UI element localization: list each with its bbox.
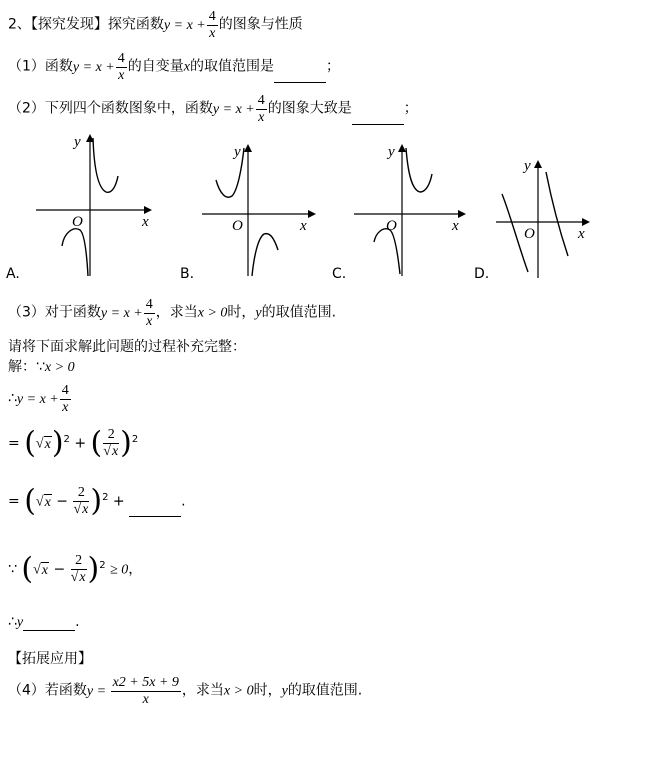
y-axis-label: y <box>388 144 395 160</box>
function-expression: y = x + $\frac{4}{x}$ <box>212 93 265 125</box>
solution-line-6 <box>8 614 80 631</box>
solution-line-5: ∵ (√x − $\frac{2}{√x}$ )$^2$ ≥ 0， <box>8 551 143 587</box>
part2-line <box>8 94 418 125</box>
answer-blank-3[interactable] <box>129 502 181 517</box>
part3-middle2: 时， <box>227 304 256 321</box>
x-axis-label: x <box>452 218 459 234</box>
part4-line <box>8 676 362 707</box>
extension-function: y = $\frac{x2 + 5x + 9}{x}$ <box>86 675 179 707</box>
section-tag: 【探究发现】 <box>30 16 108 33</box>
part4-middle2: 时， <box>253 682 282 699</box>
var-y: y <box>255 305 262 321</box>
function-expression: y = x + $\frac{4}{x}$ <box>163 9 216 41</box>
period: . <box>75 614 80 630</box>
option-d-label[interactable]: D. <box>474 266 490 282</box>
graph-option-b <box>198 138 324 280</box>
y-axis-label: y <box>524 158 531 174</box>
plus-sign: + <box>74 435 87 452</box>
y-axis-label: y <box>234 144 241 160</box>
x-axis-label: x <box>142 214 149 230</box>
origin-label: O <box>72 214 83 230</box>
equals-sign: = <box>8 435 20 452</box>
part1-middle: 的自变量 <box>127 58 184 75</box>
question-title <box>8 10 303 41</box>
graph-option-a <box>30 128 160 280</box>
intro-text: 探究函数 <box>107 16 164 33</box>
part1-suffix: 的取值范围是 <box>189 58 274 75</box>
part3-line <box>8 298 336 329</box>
answer-blank-4[interactable] <box>23 616 75 631</box>
origin-label: O <box>524 226 535 242</box>
function-expression: y = x + $\frac{4}{x}$ <box>72 51 125 83</box>
solution-line-4: = (√x − $\frac{2}{√x}$ )$^2$ + . <box>8 483 186 519</box>
part2-prefix: （2）下列四个函数图象中，函数 <box>8 100 213 117</box>
intro-end-text: 的图象与性质 <box>218 16 303 33</box>
condition-x-gt-0: x > 0 <box>44 360 75 375</box>
var-x: x <box>183 59 190 75</box>
part3-middle: ，求当 <box>155 304 198 321</box>
condition-x-gt-0: x > 0 <box>197 305 228 321</box>
part4-prefix: （4）若函数 <box>8 682 87 699</box>
comma: ， <box>128 561 143 578</box>
period: . <box>181 493 186 510</box>
minus-sign: − <box>53 561 66 578</box>
part3-suffix: 的取值范围. <box>261 304 337 321</box>
because-symbol: ∵ <box>8 561 17 578</box>
option-b-label[interactable]: B. <box>180 266 195 282</box>
part2-end: ； <box>403 100 418 117</box>
graph-option-c <box>350 138 476 280</box>
part4-middle: ，求当 <box>181 682 224 699</box>
x-axis-label: x <box>578 226 585 242</box>
var-y: y <box>281 683 288 699</box>
answer-blank-2[interactable] <box>352 110 404 125</box>
origin-label: O <box>386 218 397 234</box>
therefore-symbol: ∴ <box>8 390 17 407</box>
part4-suffix: 的取值范围. <box>287 682 363 699</box>
solution-line-2 <box>8 384 72 415</box>
var-y: y <box>16 615 24 630</box>
part1-prefix: （1）函数 <box>8 58 73 75</box>
answer-blank-1[interactable] <box>274 68 326 83</box>
minus-sign: − <box>56 493 68 510</box>
equals-sign: = <box>8 493 20 510</box>
option-a-label[interactable]: A. <box>6 266 20 282</box>
condition-x-gt-0: x > 0 <box>223 683 254 699</box>
solution-line-3: = $(√x)^2$ + ( $\frac{2}{√x}$ )$^2$ <box>8 425 139 461</box>
origin-label: O <box>232 218 243 234</box>
part2-suffix: 的图象大致是 <box>267 100 352 117</box>
x-axis-label: x <box>300 218 307 234</box>
part1-end: ； <box>325 58 340 75</box>
part1-line <box>8 52 340 83</box>
ge-zero: ≥ 0 <box>110 562 129 578</box>
instruction-text: 请将下面求解此问题的过程补充完整： <box>8 339 246 355</box>
y-axis-label: y <box>74 134 81 150</box>
function-expression: y = x + $\frac{4}{x}$ <box>16 383 69 415</box>
graph-option-d <box>494 154 598 280</box>
solution-line-1 <box>8 356 75 376</box>
solve-prefix: 解：∵ <box>8 359 45 375</box>
therefore-symbol: ∴ <box>8 614 17 630</box>
function-expression: y = x + $\frac{4}{x}$ <box>100 297 153 329</box>
part3-prefix: （3）对于函数 <box>8 304 101 321</box>
plus-sign: + <box>112 493 125 510</box>
option-c-label[interactable]: C. <box>332 266 347 282</box>
question-number: 2、 <box>8 16 31 33</box>
extension-tag: 【拓展应用】 <box>8 651 92 667</box>
